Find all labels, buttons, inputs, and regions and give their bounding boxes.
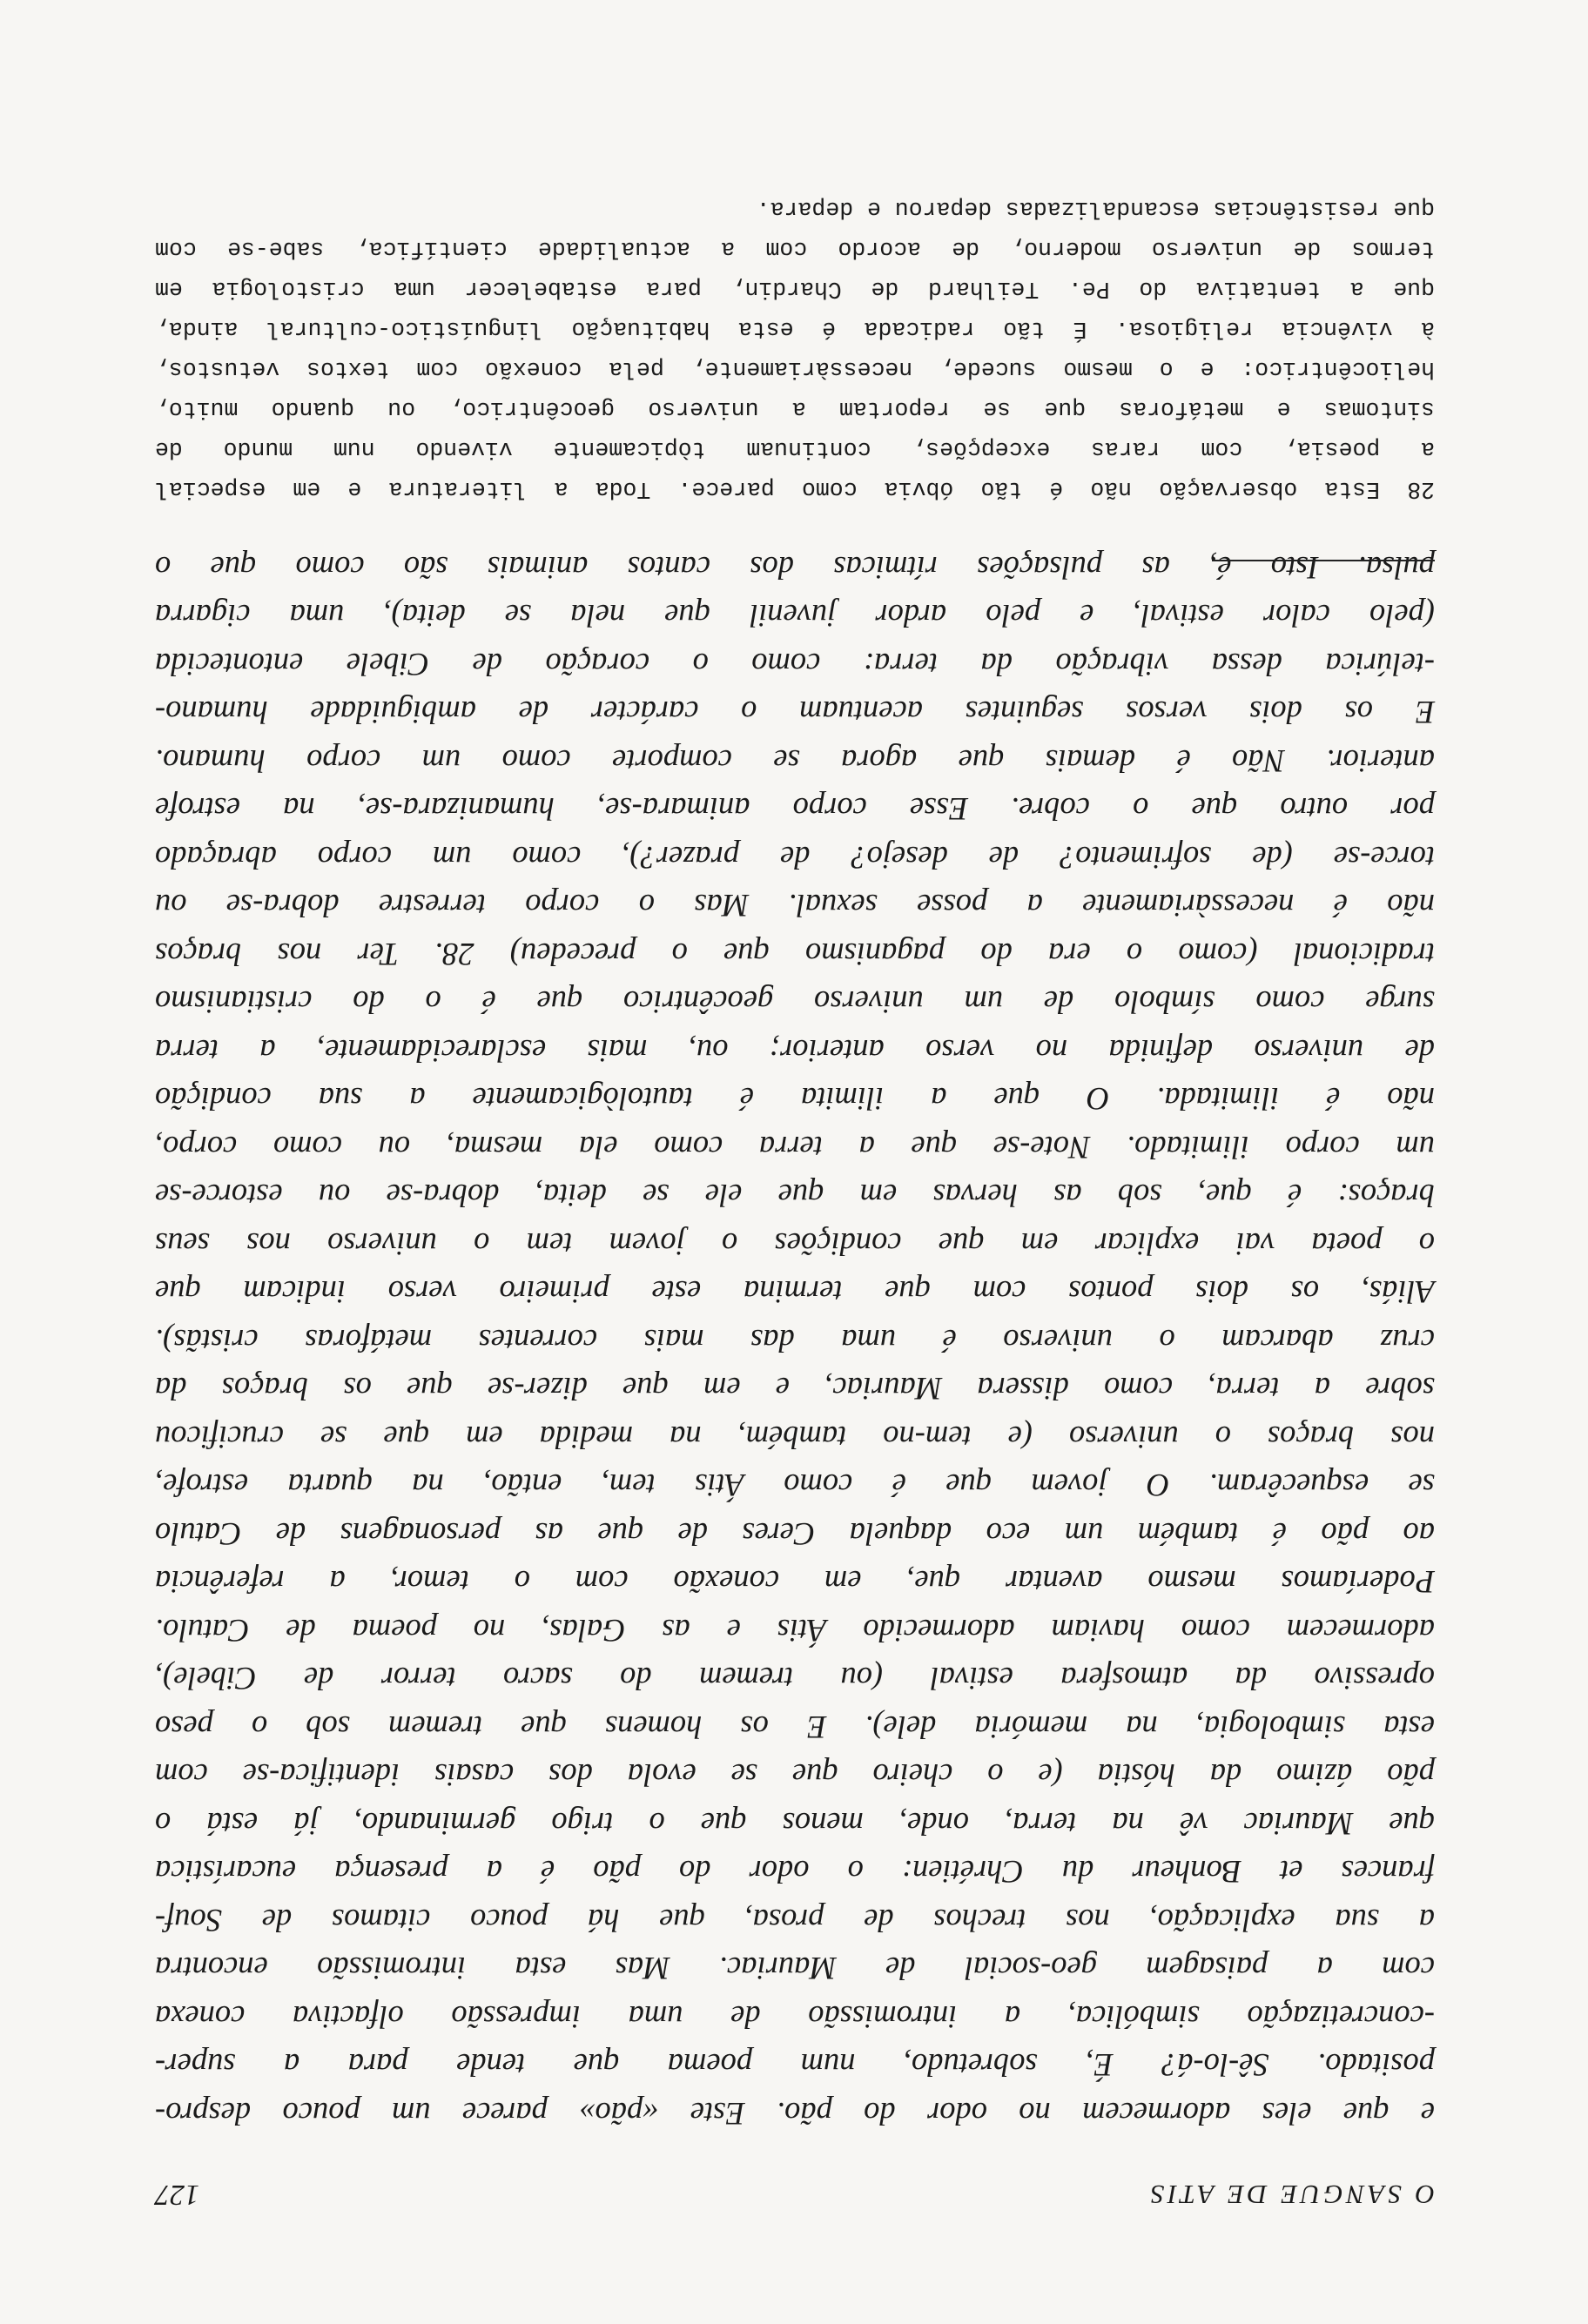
body-line: um corpo ilimitado. Note-se que a terra como ela mesma, ou como corpo, (155, 1130, 1435, 1165)
body-line: -concretização simbólica, a intromissão de uma impressão olfactiva conexa (155, 1999, 1435, 2035)
body-line: surge como símbolo de um universo geocêntrico que é o do cristianismo (155, 984, 1435, 1021)
body-line: pão ázimo da hóstia (e o cheiro que se evola dos casais identifica-se com (155, 1757, 1435, 1794)
body-line: -telúrica dessa vibração da terra: como o coração de Cibele entontecida (155, 647, 1435, 682)
running-title: O SANGUE DE ATIS (1147, 2180, 1435, 2210)
body-line: o poeta vai explicar em que condições o jovem tem o universo nos seus (155, 1226, 1435, 1262)
body-line: frances et Bonheur du Chrétien: o odor do pão é a presença eucarística (155, 1854, 1435, 1891)
body-line: braços: é que, sob as hervas em que ele se deita, dobra-se ou estorce-se (155, 1178, 1435, 1214)
body-line: positado. Sê-lo-á? É, sobretudo, num poema que tende para a super- (155, 2047, 1435, 2084)
body-line: E os dois versos seguintes acentuam o carácter de ambiguidade humano- (155, 695, 1435, 731)
body-line: ao pão é também um eco daquela Ceres de que as personagens de Catulo (155, 1516, 1435, 1552)
footnote-line: a poesia, com raras excepções, continuam tòpicamente vivendo num mundo de (155, 436, 1435, 462)
footnote-line: sintomas e metáforas que se reportam a universo geocêntrico, ou quando muito, (155, 396, 1435, 422)
body-line: que Mauriac vê na terra, onde, menos que o trigo germinando, já está o (155, 1806, 1435, 1842)
body-text (155, 544, 1435, 2139)
body-line: Aliás, os dois pontos com que termina este primeiro verso indicam que (155, 1274, 1435, 1311)
body-line: (pelo calor estival, e pelo ardor juvenil que nela se deita), uma cigarra (155, 598, 1435, 635)
footnote-line: termos de universo moderno, de acordo com a actualidade científica, sabe-se com (155, 236, 1435, 262)
body-line: não é necessàriamente a posse sexual. Mas o corpo terrestre dobra-se ou (155, 888, 1435, 924)
footnote-line: heliocêntrico: e o mesmo sucede, necessàriamente, pela conexão com textos vetustos, (155, 356, 1435, 382)
footnote-line: que a tentativa do Pe. Teilhard de Chardin, para estabelecer uma cristologia em (155, 276, 1435, 302)
body-line: cruz abarcam o universo é uma das mais correntes metáforas cristãs). (155, 1323, 1435, 1359)
body-line: de universo definida no verso anterior; ou, mais esclarecidamente, a terra (155, 1033, 1435, 1069)
body-line: sobre a terra, como dissera Mauriac, e em que dizer-se que os braços da (155, 1371, 1435, 1407)
footnote-line: 28 Esta observação não é tão óbvia como parece. Toda a literatura e em especial (155, 476, 1435, 502)
footnote-separator (1212, 560, 1435, 561)
footnote-line: à vivência religiosa. É tão radicada é esta habituação linguístico-cultural ainda, (155, 316, 1435, 342)
page-header (155, 2178, 1435, 2211)
body-line: nos braços o universo (e tem-no também, na medida em que se crucificou (155, 1420, 1435, 1455)
body-line: por outro que o cobre. Esse corpo animara-se, humanizara-se, na estrofe (155, 791, 1435, 828)
body-line: esta simbologia, na memória dele). E os homens que tremem sob o peso (155, 1709, 1435, 1745)
body-line: adormecem como haviam adormecido Átis e as Galas, no poema de Catulo. (155, 1613, 1435, 1649)
footnote (155, 189, 1435, 509)
body-line: anterior. Não é demais que agora se comporte como um corpo humano. (155, 743, 1435, 779)
body-line: e que eles adormecem no odor do pão. Este «pão» parece um pouco despro- (155, 2096, 1435, 2132)
footnote-line: que resistências escandalizadas deparou e depara. (756, 196, 1435, 222)
body-line: a sua explicação, nos trechos de prosa, que há pouco citamos de Souf- (155, 1903, 1435, 1938)
body-line: com a paisagem geo-social de Mauriac. Mas esta intromissão encontra (155, 1951, 1435, 1987)
body-line: pulsa. Isto é, as pulsações rítmicas dos cantos animais são como que o (155, 550, 1435, 586)
body-line: tradicional (como o era do paganismo que o precedeu) 28. Ter nos braços (155, 937, 1435, 972)
page-number: 127 (155, 2179, 199, 2211)
body-line: torce-se (de sofrimento? de desejo? de prazer?), como um corpo abraçado (155, 840, 1435, 876)
body-line: se esquecêram. O jovem que é como Átis tem, então, na quarta estrofe, (155, 1468, 1435, 1504)
body-line: opressivo da atmosfera estival (ou tremem do sacro terror de Cibele), (155, 1661, 1435, 1697)
body-line: Poderíamos mesmo aventar que, em conexão com o temor, a referência (155, 1564, 1435, 1601)
body-line: não é ilimitada. O que a ilimita é tautològicamente a sua condição (155, 1081, 1435, 1118)
